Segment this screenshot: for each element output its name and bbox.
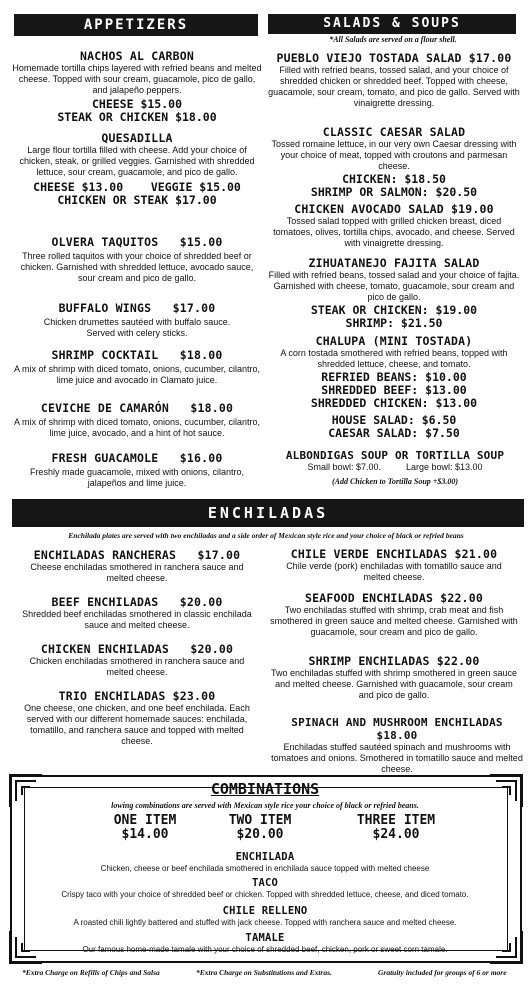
item-desc: Chicken drumettes sautéed with buffalo sauce. Served with celery sticks. xyxy=(43,317,231,338)
menu-item-caesar xyxy=(268,126,520,199)
item-name: CHILE RELLENO xyxy=(222,905,308,917)
item-desc: Two enchiladas stuffed with shrimp, crab meat and fish smothered in green sauce and melted cheese. Garnished with guacamole, sour cream and pico de gallo. xyxy=(270,605,518,637)
item-desc: Shredded beef enchiladas smothered in classic enchilada sauce and melted cheese. xyxy=(22,609,252,630)
item-desc: Large flour tortilla filled with cheese. Add your choice of chicken, steak, or grilled veggies. Garnished with shredded lettuce, sour cream, guacamole, and pico de gallo. xyxy=(19,145,255,177)
item-name: CHICKEN ENCHILADAS $20.00 xyxy=(40,642,234,656)
item-price: STEAK OR CHICKEN $18.00 xyxy=(57,110,217,124)
item-desc: Three rolled taquitos with your choice of shredded beef or chicken. Garnished with shredded lettuce, avocado sauce, sour cream and pico de gallo. xyxy=(20,251,254,283)
menu-item-chalupa xyxy=(268,335,520,410)
menu-item-shrimp-enchiladas xyxy=(268,655,520,701)
footer-substitutions-note: *Extra Charge on Substitutions and Extras. xyxy=(196,968,332,977)
item-name: NACHOS AL CARBON xyxy=(80,49,194,63)
footer-chips-note: *Extra Charge on Refills of Chips and Salsa xyxy=(22,968,160,977)
menu-item-chicken-avocado xyxy=(268,203,520,249)
item-desc: Chile verde (pork) enchiladas with tomatillo sauce and melted cheese. xyxy=(286,561,502,582)
menu-item-soups xyxy=(266,449,524,487)
combo-chile-relleno xyxy=(30,905,500,928)
item-name: CHICKEN AVOCADO SALAD $19.00 xyxy=(294,202,494,216)
soup-note: (Add Chicken to Tortilla Soup +$3.00) xyxy=(331,477,459,486)
item-desc: A mix of shrimp with diced tomato, onions, cucumber, cilantro, lime juice, avocado, and a hint of hot sauce. xyxy=(13,417,261,438)
item-desc: A corn tostada smothered with refried beans, topped with shredded lettuce, cheese, and tomato. xyxy=(280,348,508,369)
menu-item-guacamole xyxy=(12,452,262,489)
menu-item-spinach-enchiladas xyxy=(268,716,526,775)
menu-item-chicken-enchiladas xyxy=(12,643,262,678)
item-desc: Crispy taco with your choice of shredded beef or chicken. Topped with shredded lettuce, cheese, and diced tomato. xyxy=(61,890,469,899)
item-name: CEVICHE DE CAMARÓN $18.00 xyxy=(40,401,234,415)
menu-item-quesadilla xyxy=(12,132,262,207)
item-name: TRIO ENCHILADAS $23.00 xyxy=(58,689,216,703)
item-price: CHICKEN: $18.50 xyxy=(342,172,446,186)
footer-gratuity-note: Gratuity included for groups of 6 or more xyxy=(378,968,507,977)
item-name: SHRIMP COCKTAIL $18.00 xyxy=(51,348,223,362)
item-name: ENCHILADAS RANCHERAS $17.00 xyxy=(33,548,241,562)
item-desc: One cheese, one chicken, and one beef enchilada. Each served with our different homemade sauces: enchilada, tomatillo, and ranchera sauce and topped with melted cheese. xyxy=(24,703,250,746)
item-name: SPINACH AND MUSHROOM ENCHILADAS $18.00 xyxy=(291,716,503,742)
item-name: BUFFALO WINGS $17.00 xyxy=(58,301,216,315)
menu-item-nachos xyxy=(12,50,262,124)
tier-price: $24.00 xyxy=(372,827,420,842)
salads-subnote: *All Salads are served on a flour shell. xyxy=(329,35,457,44)
item-desc: Homemade tortilla chips layered with refried beans and melted cheese. Topped with sour cream, guacamole, pico de gallo, and jalapeño peppers. xyxy=(12,63,262,95)
menu-item-taquitos xyxy=(12,236,262,284)
item-price: CHEESE $15.00 xyxy=(91,97,182,111)
combinations-note: lowing combinations are served with Mexican style rice your choice of black or refried beans. xyxy=(111,801,419,810)
item-desc: Chicken enchiladas smothered in ranchera sauce and melted cheese. xyxy=(29,656,245,677)
item-price: REFRIED BEANS: $10.00 xyxy=(321,370,467,384)
item-desc: A roasted chili lightly battered and stuffed with jack cheese. Topped with ranchera sauce and melted cheese. xyxy=(73,918,457,927)
item-price: CHICKEN OR STEAK $17.00 xyxy=(57,193,217,207)
item-desc: Small bowl: $7.00. Large bowl: $13.00 xyxy=(307,462,483,472)
item-desc: Enchiladas stuffed sautéed spinach and mushrooms with tomatoes and onions. Smothered in tomatillo sauce and melted cheese. xyxy=(271,742,523,774)
item-name: PUEBLO VIEJO TOSTADA SALAD $17.00 xyxy=(276,51,512,65)
item-price: SHREDDED BEEF: $13.00 xyxy=(321,383,467,397)
tier-three-item xyxy=(336,814,456,842)
item-name: CLASSIC CAESAR SALAD xyxy=(322,125,466,139)
item-price: SHRIMP OR SALMON: $20.50 xyxy=(310,185,478,199)
item-name: OLVERA TAQUITOS $15.00 xyxy=(51,235,223,249)
item-desc: Our famous home-made tamale with your choice of shredded beef, chicken, pork or sweet corn tamale. xyxy=(82,945,448,954)
item-name: FRESH GUACAMOLE $16.00 xyxy=(51,451,223,465)
tier-label: THREE ITEM xyxy=(356,813,436,828)
menu-item-ceviche xyxy=(12,402,262,439)
item-name: ALBONDIGAS SOUP OR TORTILLA SOUP xyxy=(285,449,505,462)
item-name: TAMALE xyxy=(245,932,285,944)
item-price: STEAK OR CHICKEN: $19.00 xyxy=(310,303,478,317)
item-desc: Tossed romaine lettuce, in our very own Caesar dressing with your choice of meat, topped with croutons and parmesan cheese. xyxy=(271,139,517,171)
item-name: SEAFOOD ENCHILADAS $22.00 xyxy=(304,591,484,605)
item-name: ZIHUATANEJO FAJITA SALAD xyxy=(308,256,480,270)
item-name: CHILE VERDE ENCHILADAS $21.00 xyxy=(290,547,498,561)
corner-ornament-icon xyxy=(486,771,526,811)
item-price: CHEESE $13.00 VEGGIE $15.00 xyxy=(33,180,241,194)
tier-price: $20.00 xyxy=(236,827,284,842)
item-desc: A mix of shrimp with diced tomato, onions, cucumber, cilantro, lime juice and avocado in Clamato juice. xyxy=(13,364,261,385)
combo-taco xyxy=(30,877,500,900)
combinations-header: COMBINATIONS xyxy=(210,780,320,798)
item-price: HOUSE SALAD: $6.50 xyxy=(331,413,457,427)
item-name: QUESADILLA xyxy=(101,131,173,145)
enchiladas-note: Enchilada plates are served with two enchiladas and a side order of Mexican style rice and your choice of black or refried beans xyxy=(68,531,464,540)
menu-item-chile-verde xyxy=(268,548,520,583)
salads-soups-header: SALADS & SOUPS xyxy=(268,14,516,34)
tier-two-item xyxy=(205,814,315,842)
combo-enchilada xyxy=(30,851,500,874)
menu-item-wings xyxy=(12,302,262,339)
menu-item-beef-enchiladas xyxy=(12,596,262,631)
menu-item-seafood-enchiladas xyxy=(268,592,520,638)
item-price: SHRIMP: $21.50 xyxy=(345,316,443,330)
menu-item-side-salads xyxy=(268,414,520,440)
enchiladas-header: ENCHILADAS xyxy=(12,499,524,527)
item-price: CAESAR SALAD: $7.50 xyxy=(328,426,460,440)
item-name: SHRIMP ENCHILADAS $22.00 xyxy=(308,654,480,668)
item-name: CHALUPA (MINI TOSTADA) xyxy=(315,334,473,348)
menu-item-pueblo-viejo xyxy=(268,52,520,109)
item-desc: Filled with refried beans, tossed salad, and your choice of shredded chicken or shredded beef. Topped with cheese, guacamole, sour cream, tomato, and pico de gallo. Served with vinaigrette dressing. xyxy=(268,65,520,108)
combo-tamale xyxy=(30,932,500,955)
menu-item-fajita-salad xyxy=(268,257,520,330)
tier-one-item xyxy=(90,814,200,842)
item-name: ENCHILADA xyxy=(235,851,295,863)
appetizers-header: APPETIZERS xyxy=(14,14,258,36)
tier-price: $14.00 xyxy=(121,827,169,842)
item-name: BEEF ENCHILADAS $20.00 xyxy=(51,595,223,609)
item-desc: Chicken, cheese or beef enchilada smothered in enchilada sauce topped with melted cheese xyxy=(100,864,430,873)
tier-label: TWO ITEM xyxy=(228,813,292,828)
item-desc: Freshly made guacamole, mixed with onions, cilantro, jalapeños and lime juice. xyxy=(29,467,245,488)
menu-item-rancheras xyxy=(12,549,262,584)
menu-item-trio-enchiladas xyxy=(12,690,262,747)
item-desc: Two enchiladas stuffed with shrimp smothered in green sauce and melted cheese. Garnished with guacamole, sour cream and pico de gallo. xyxy=(271,668,517,700)
item-desc: Filled with refried beans, tossed salad and your choice of fajita. Garnished with cheese, tomato, guacamole, sour cream and pico de gallo. xyxy=(268,270,520,302)
item-desc: Tossed salad topped with grilled chicken breast, diced tomatoes, olives, tortilla chips, avocado, and cheese. Served with vinaigrette dressing. xyxy=(273,216,515,248)
item-price: SHREDDED CHICKEN: $13.00 xyxy=(310,396,478,410)
menu-item-shrimp-cocktail xyxy=(12,349,262,386)
item-desc: Cheese enchiladas smothered in ranchera sauce and melted cheese. xyxy=(30,562,244,583)
tier-label: ONE ITEM xyxy=(113,813,177,828)
item-name: TACO xyxy=(251,877,279,889)
